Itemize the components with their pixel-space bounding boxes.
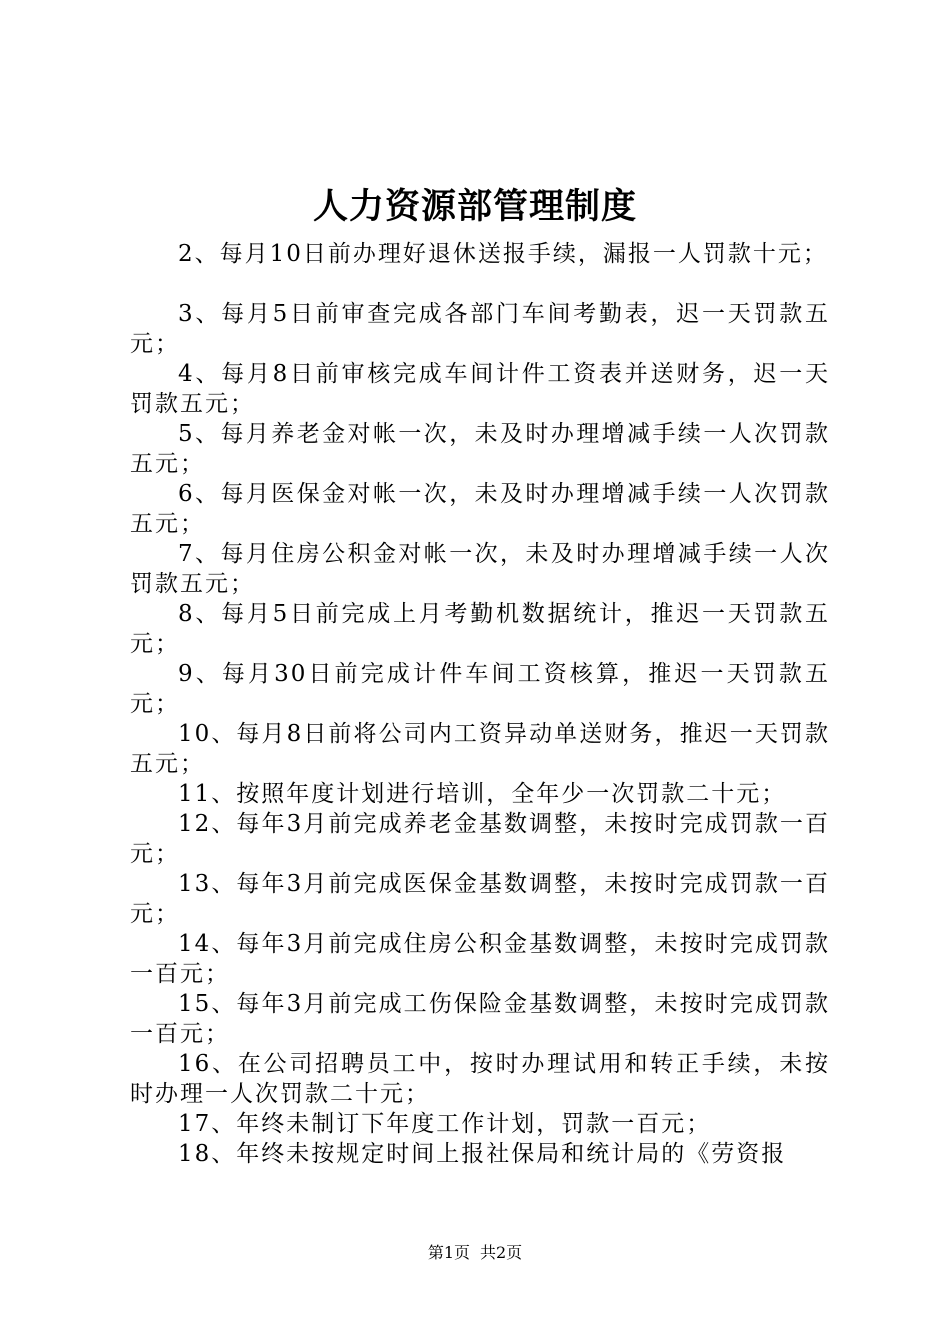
paragraph-item: 13、每年3月前完成医保金基数调整，未按时完成罚款一百元； <box>130 871 830 927</box>
paragraph-item: 14、每年3月前完成住房公积金基数调整，未按时完成罚款一百元； <box>130 931 830 987</box>
paragraph-item: 16、在公司招聘员工中，按时办理试用和转正手续，未按时办理一人次罚款二十元； <box>130 1051 830 1107</box>
paragraph-item: 10、每月8日前将公司内工资异动单送财务，推迟一天罚款五元； <box>130 721 830 777</box>
paragraph-item: 6、每月医保金对帐一次，未及时办理增减手续一人次罚款五元； <box>130 481 830 537</box>
paragraph-item: 11、按照年度计划进行培训，全年少一次罚款二十元； <box>178 781 787 807</box>
page-number-total: 共2页 <box>480 1243 523 1262</box>
paragraph-item: 2、每月10日前办理好退休送报手续，漏报一人罚款十元； <box>178 241 828 267</box>
paragraph-item: 15、每年3月前完成工伤保险金基数调整，未按时完成罚款一百元； <box>130 991 830 1047</box>
paragraph-item: 5、每月养老金对帐一次，未及时办理增减手续一人次罚款五元； <box>130 421 830 477</box>
paragraph-item: 4、每月8日前审核完成车间计件工资表并送财务，迟一天罚款五元； <box>130 361 830 417</box>
document-body <box>130 239 830 1169</box>
paragraph-item: 3、每月5日前审查完成各部门车间考勤表，迟一天罚款五元； <box>130 301 830 357</box>
paragraph-item: 9、每月30日前完成计件车间工资核算，推迟一天罚款五元； <box>130 661 830 717</box>
document-title: 人力资源部管理制度 <box>312 186 637 227</box>
page-footer <box>0 1242 950 1264</box>
page-number-current: 第1页 <box>427 1243 470 1262</box>
paragraph-item: 18、年终未按规定时间上报社保局和统计局的《劳资报 <box>178 1141 787 1167</box>
paragraph-item: 8、每月5日前完成上月考勤机数据统计，推迟一天罚款五元； <box>130 601 830 657</box>
paragraph-item: 12、每年3月前完成养老金基数调整，未按时完成罚款一百元； <box>130 811 830 867</box>
paragraph-item: 17、年终未制订下年度工作计划，罚款一百元； <box>178 1111 712 1137</box>
paragraph-item: 7、每月住房公积金对帐一次，未及时办理增减手续一人次罚款五元； <box>130 541 830 597</box>
